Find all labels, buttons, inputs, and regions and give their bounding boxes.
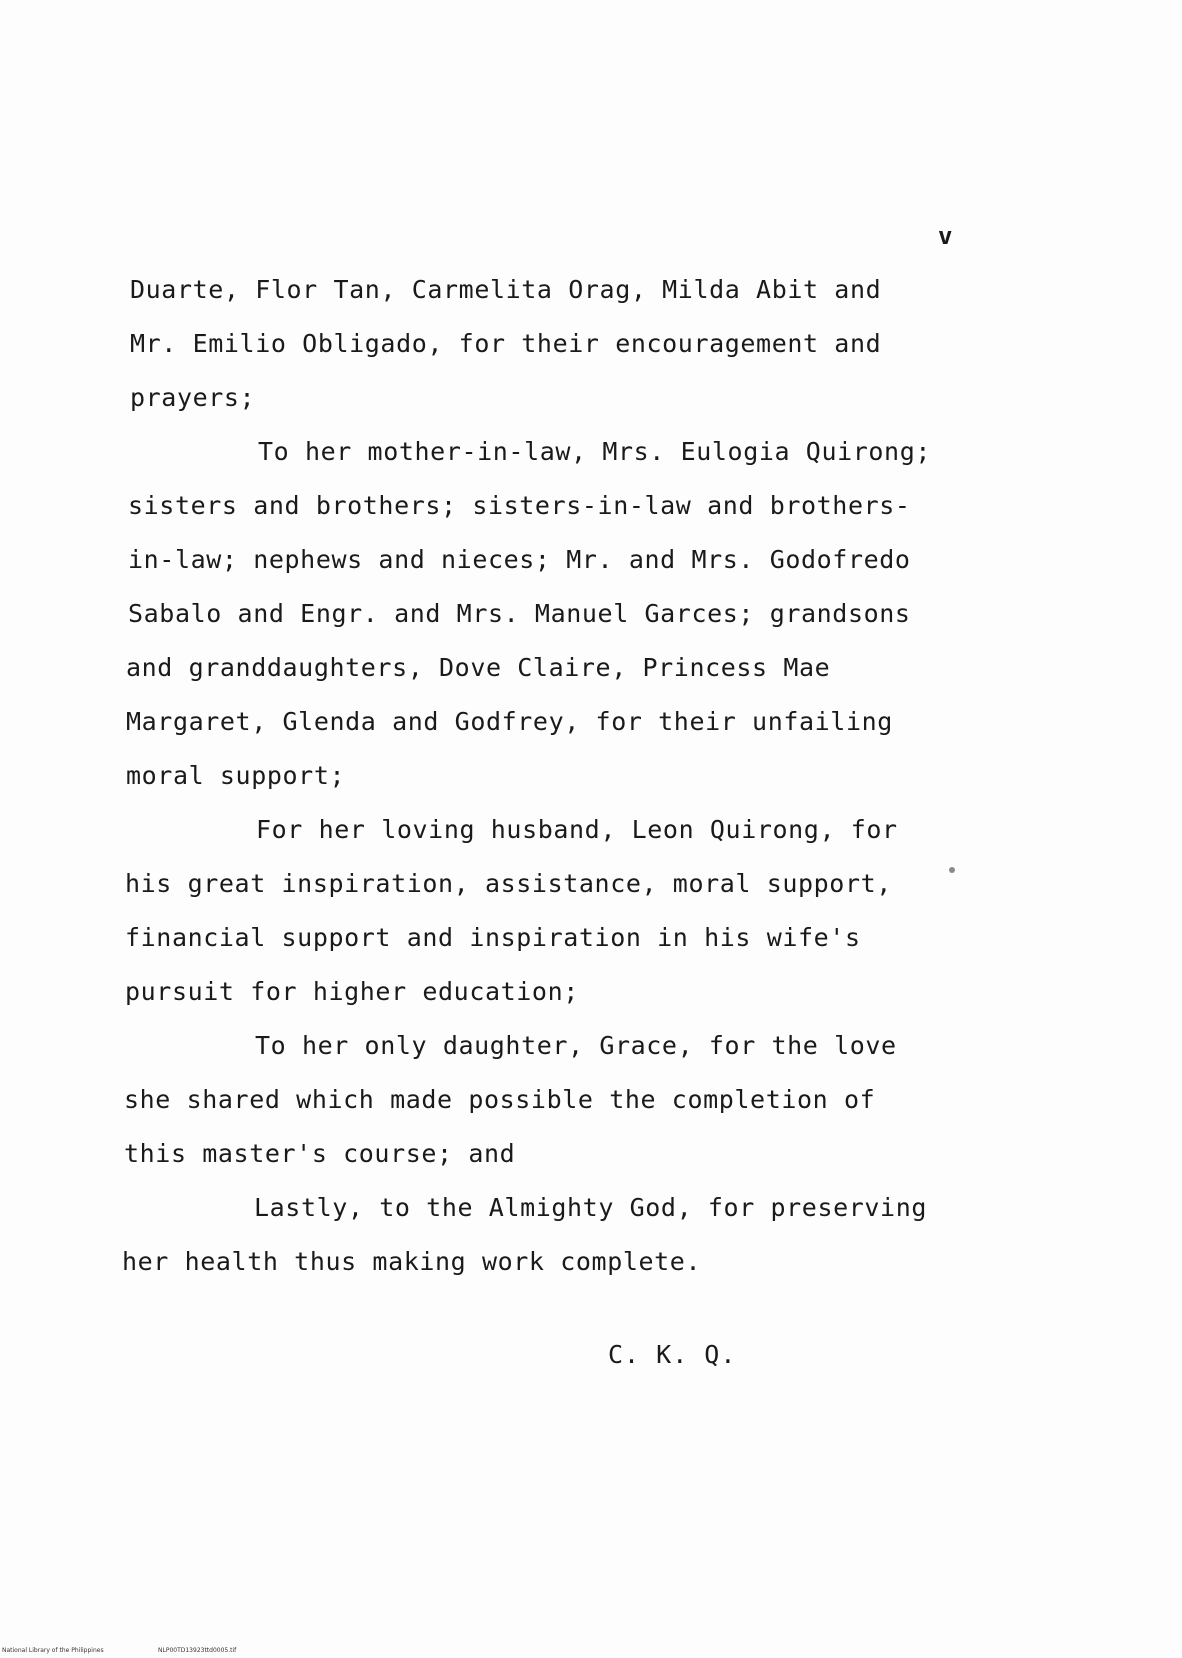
scan-filename: NLP00TD13923ttd0005.tif (158, 1647, 237, 1654)
library-credit: National Library of the Philippines (2, 1647, 104, 1654)
scan-footer (2, 1647, 237, 1654)
text-line: Mr. Emilio Obligado, for their encouragement and (130, 329, 882, 358)
text-line: financial support and inspiration in his wife's (125, 923, 861, 952)
text-line: in-law; nephews and nieces; Mr. and Mrs. Godofredo (128, 545, 911, 574)
text-line: prayers; (130, 383, 256, 412)
text-line: Margaret, Glenda and Godfrey, for their unfailing (126, 707, 893, 736)
text-line: To her only daughter, Grace, for the love (255, 1031, 897, 1060)
text-line: and granddaughters, Dove Claire, Princess Mae (126, 653, 831, 682)
scan-speck (949, 867, 955, 873)
text-line: Lastly, to the Almighty God, for preserving (254, 1193, 928, 1222)
text-line: To her mother-in-law, Mrs. Eulogia Quirong; (258, 437, 932, 466)
text-line: his great inspiration, assistance, moral support, (125, 869, 892, 898)
page-number: v (938, 222, 953, 250)
signature-initials: C. K. Q. (608, 1340, 737, 1369)
text-line: Sabalo and Engr. and Mrs. Manuel Garces; grandsons (128, 599, 911, 628)
text-line: For her loving husband, Leon Quirong, for (256, 815, 898, 844)
text-line: pursuit for higher education; (125, 977, 579, 1006)
text-line: sisters and brothers; sisters-in-law and brothers- (128, 491, 911, 520)
text-line: Duarte, Flor Tan, Carmelita Orag, Milda Abit and (130, 275, 882, 304)
text-line: moral support; (126, 761, 346, 790)
text-line: her health thus making work complete. (122, 1247, 702, 1276)
text-line: this master's course; and (124, 1139, 516, 1168)
text-line: she shared which made possible the completion of (124, 1085, 876, 1114)
